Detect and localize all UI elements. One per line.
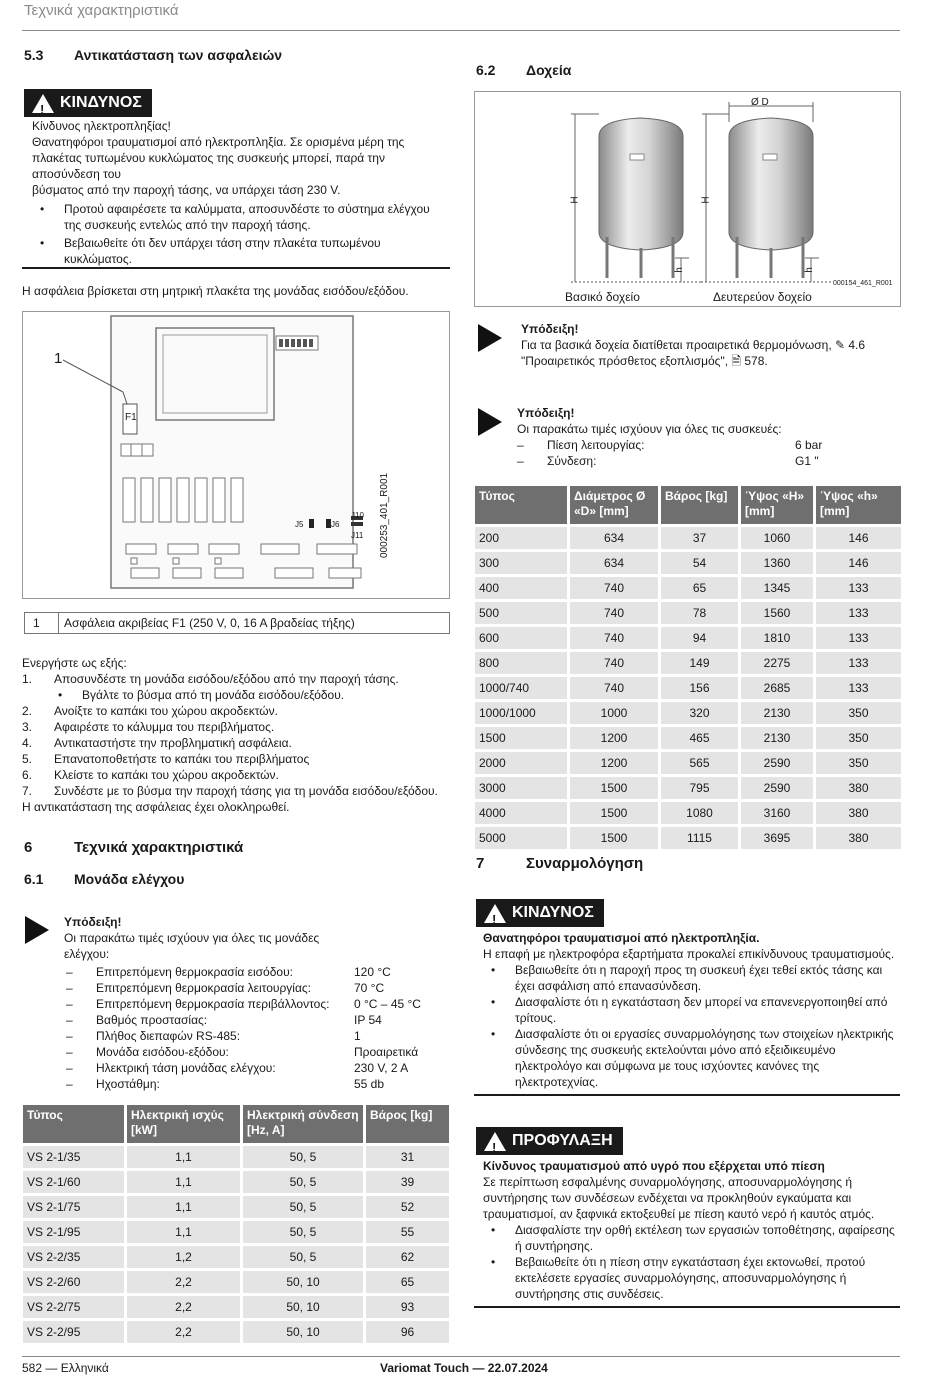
table-row: 400 740 65 1345 133 — [475, 577, 901, 599]
pcb-figure — [22, 311, 450, 599]
table-row: 5000 1500 1115 3695 380 — [475, 827, 901, 849]
procedure-result: Η αντικατάσταση της ασφάλειας έχει ολοκληρωθεί. — [22, 800, 290, 814]
hint-icon — [478, 408, 502, 436]
procedure-step: 7. Συνδέστε με το βύσμα την παροχή τάσης για τη μονάδα εισόδου/εξόδου. — [22, 784, 438, 798]
control-specs — [66, 964, 450, 1092]
hint-line: "Προαιρετικός πρόσθετος εξοπλισμός", 🗎 578. — [521, 354, 768, 368]
dim-h-small-label: h — [803, 267, 815, 273]
section-6-2-heading: 6.2 Δοχεία — [476, 62, 572, 78]
j6-label: J6 — [331, 520, 340, 529]
danger-label: ! ΚΙΝΔΥΝΟΣ — [24, 89, 152, 117]
table-row: 300 634 54 1360 146 — [475, 552, 901, 574]
danger-line: αποσύνδεση του — [32, 167, 121, 181]
table-row: VS 2-2/75 2,2 50, 10 93 — [23, 1296, 449, 1318]
caution-title: Κίνδυνος τραυματισμού από υγρό που εξέρχεται υπό πίεση — [483, 1159, 825, 1173]
procedure-substep: • Βγάλτε το βύσμα από τη μονάδα εισόδου/εξόδου. — [58, 688, 345, 702]
table-header: Βάρος [kg] — [366, 1105, 449, 1143]
hint-icon — [478, 324, 502, 352]
spec-row: – Πλήθος διεπαφών RS-485: 1 — [66, 1028, 450, 1044]
danger-bullet: • Βεβαιωθείτε ότι δεν υπάρχει τάση στην πλακέτα τυπωμένου κυκλώματος. — [32, 235, 442, 267]
procedure-step: 4. Αντικαταστήστε την προβληματική ασφάλεια. — [22, 736, 292, 750]
footer-page: 582 — Ελληνικά — [22, 1361, 109, 1375]
table-row: 500 740 78 1560 133 — [475, 602, 901, 624]
table-row: 2000 1200 565 2590 350 — [475, 752, 901, 774]
table-header: Ύψος «h» [mm] — [816, 486, 901, 524]
caution-block — [483, 1158, 899, 1302]
danger-bullet: • Διασφαλίστε ότι οι εργασίες συναρμολόγησης των στοιχείων ηλεκτρικής σύνδεσης της συσκευής εκτελούνται μόνο από εξειδικευμένο ηλεκτρολόγο και σύμφωνα με τους ισχύοντες κανόνες της ηλεκτροτεχνίας. — [483, 1026, 899, 1090]
table-row: 200 634 37 1060 146 — [475, 527, 901, 549]
table-row: VS 2-1/95 1,1 50, 5 55 — [23, 1221, 449, 1243]
danger-rule — [474, 1094, 900, 1096]
figure-ref: 000253_401_R001 — [379, 472, 390, 558]
procedure-step: 3. Αφαιρέστε το κάλυμμα του περιβλήματος. — [22, 720, 275, 734]
section-title: Αντικατάσταση των ασφαλειών — [74, 47, 283, 63]
hint-title: Υπόδειξη! — [517, 406, 575, 420]
spec-row: – Μονάδα εισόδου-εξόδου: Προαιρετικά — [66, 1044, 450, 1060]
table-row: VS 2-1/75 1,1 50, 5 52 — [23, 1196, 449, 1218]
table-row: 600 740 94 1810 133 — [475, 627, 901, 649]
hint-block-6-2a — [521, 321, 901, 369]
spec-row: – Επιτρεπόμενη θερμοκρασία εισόδου: 120 °C — [66, 964, 450, 980]
procedure-step: 5. Επανατοποθετήστε το καπάκι του περιβλήματος — [22, 752, 310, 766]
warning-icon: ! — [32, 94, 54, 113]
table-header: Τύπος — [475, 486, 567, 524]
danger-line: πλακέτας τυπωμένου κυκλώματος της συσκευής μπορεί, παρά την — [32, 151, 385, 165]
warning-icon: ! — [484, 1132, 506, 1151]
danger-label: ! ΚΙΝΔΥΝΟΣ — [476, 899, 604, 927]
table-header: Διάμετρος Ø «D» [mm] — [570, 486, 658, 524]
caption-secondary-vessel: Δευτερεύον δοχείο — [713, 290, 812, 304]
warning-icon: ! — [484, 904, 506, 923]
table-row: 1500 1200 465 2130 350 — [475, 727, 901, 749]
j10-label: J10 — [351, 511, 364, 520]
caution-label: ! ΠΡΟΦΥΛΑΞΗ — [476, 1127, 623, 1155]
table-row: 800 740 149 2275 133 — [475, 652, 901, 674]
fuse-location-text: Η ασφάλεια βρίσκεται στη μητρική πλακέτα της μονάδας εισόδου/εξόδου. — [22, 284, 409, 298]
danger-line: Θανατηφόροι τραυματισμοί από ηλεκτροπληξία. Σε ορισμένα μέρη της — [32, 135, 405, 149]
caption-main-vessel: Βασικό δοχείο — [565, 290, 640, 304]
dim-d-label: Ø D — [751, 97, 769, 108]
spec-row: – Ηλεκτρική τάση μονάδας ελέγχου: 230 V, 2 A — [66, 1060, 450, 1076]
spec-row: – Ηχοστάθμη: 55 db — [66, 1076, 450, 1092]
hint-line: ελέγχου: — [64, 947, 110, 961]
table-row: 3000 1500 795 2590 380 — [475, 777, 901, 799]
table-row: VS 2-2/60 2,2 50, 10 65 — [23, 1271, 449, 1293]
table-row: 1000/740 740 156 2685 133 — [475, 677, 901, 699]
table-header: Τύπος — [23, 1105, 124, 1143]
table-header: Ύψος «H» [mm] — [741, 486, 813, 524]
table-row: 1000/1000 1000 320 2130 350 — [475, 702, 901, 724]
table-row: VS 2-2/35 1,2 50, 5 62 — [23, 1246, 449, 1268]
control-unit-table — [20, 1102, 452, 1346]
running-title: Τεχνικά χαρακτηριστικά — [24, 2, 179, 19]
j5-label: J5 — [295, 520, 304, 529]
spec-row: – Επιτρεπόμενη θερμοκρασία περιβάλλοντος: 0 °C – 45 °C — [66, 996, 450, 1012]
procedure-step: 6. Κλείστε το καπάκι του χώρου ακροδεκτών. — [22, 768, 279, 782]
section-7-heading: 7 Συναρμολόγηση — [476, 855, 644, 872]
procedure — [22, 655, 452, 815]
hint-title: Υπόδειξη! — [521, 322, 579, 336]
fuse-f1-label: F1 — [125, 412, 137, 423]
section-6-1-heading: 6.1 Μονάδα ελέγχου — [24, 871, 185, 887]
danger-bullet: • Προτού αφαιρέσετε τα καλύμματα, αποσυνδέστε το σύστημα ελέγχου της συσκευής εντελώς από την παροχή τάσης. — [32, 201, 442, 233]
hint-line: Για τα βασικά δοχεία διατίθεται προαιρετικά θερμομόνωση, ✎ 4.6 — [521, 338, 866, 352]
table-header: Ηλεκτρική ισχύς [kW] — [127, 1105, 240, 1143]
procedure-step: 2. Ανοίξτε το καπάκι του χώρου ακροδεκτών. — [22, 704, 278, 718]
table-header: Βάρος [kg] — [661, 486, 738, 524]
danger-line: Η επαφή με ηλεκτροφόρα εξαρτήματα προκαλεί επικίνδυνους τραυματισμούς. — [483, 947, 895, 961]
footer-doc: Variomat Touch — 22.07.2024 — [380, 1361, 548, 1375]
caution-bullet: • Διασφαλίστε την ορθή εκτέλεση των εργασιών τοποθέτησης, αφαίρεσης ή συντήρησης. — [483, 1222, 899, 1254]
caution-rule — [474, 1306, 900, 1308]
vessels-diagram — [475, 92, 900, 306]
danger-bullet: • Διασφαλίστε ότι η εγκατάσταση δεν μπορεί να επανενεργοποιηθεί από τρίτους. — [483, 994, 899, 1026]
vessels-figure — [474, 91, 901, 307]
danger-line: βύσματος από την παροχή τάσης, να υπάρχει τάση 230 V. — [32, 183, 341, 197]
legend-text: Ασφάλεια ακριβείας F1 (250 V, 0, 16 A βραδείας τήξης) — [64, 616, 355, 630]
table-row: VS 2-1/60 1,1 50, 5 39 — [23, 1171, 449, 1193]
procedure-intro: Ενεργήστε ως εξής: — [22, 656, 127, 670]
caution-text: Σε περίπτωση εσφαλμένης συναρμολόγησης, αποσυναρμολόγησης ή συντήρησης των συνδέσεων ενδέχεται να προκληθούν εγκαύματα και τραυματισμοί, αν ξαφνικά εκτοξευθεί με πίεση καυτό νερό ή καυτός ατμός. — [483, 1175, 875, 1221]
hint-block-6-1 — [64, 914, 454, 962]
section-6-heading: 6 Τεχνικά χαρακτηριστικά — [24, 839, 244, 856]
dim-h-small-label: h — [673, 267, 685, 273]
danger-title: Θανατηφόροι τραυματισμοί από ηλεκτροπληξία. — [483, 931, 760, 945]
header-rule — [22, 30, 900, 31]
spec-row: – Πίεση λειτουργίας: 6 bar — [517, 437, 897, 453]
figure-ref: 000154_461_R001 — [833, 280, 893, 287]
danger-bullet: • Βεβαιωθείτε ότι η παροχή προς τη συσκευή έχει τεθεί εκτός τάσης και έχει ασφάλιση από επανασύνδεση. — [483, 962, 899, 994]
procedure-step: 1. Αποσυνδέστε τη μονάδα εισόδου/εξόδου από την παροχή τάσης. — [22, 672, 399, 686]
dim-h-label: H — [569, 196, 581, 204]
vessels-table — [472, 483, 904, 852]
danger-rule — [22, 267, 450, 269]
callout-1: 1 — [54, 350, 63, 367]
hint-icon — [25, 916, 49, 944]
table-row: VS 2-2/95 2,2 50, 10 96 — [23, 1321, 449, 1343]
table-row: VS 2-1/35 1,1 50, 5 31 — [23, 1146, 449, 1168]
danger-line: Κίνδυνος ηλεκτροπληξίας! — [32, 119, 171, 133]
j11-label: J11 — [351, 531, 364, 540]
spec-row: – Επιτρεπόμενη θερμοκρασία λειτουργίας: 70 °C — [66, 980, 450, 996]
legend-number: 1 — [25, 613, 59, 633]
danger-block-7 — [483, 930, 899, 1090]
figure-legend — [24, 612, 450, 634]
danger-block — [32, 118, 442, 267]
hint-block-6-2b — [517, 405, 897, 469]
table-header: Ηλεκτρική σύνδεση [Hz, A] — [243, 1105, 363, 1143]
footer-rule — [22, 1356, 900, 1357]
hint-title: Υπόδειξη! — [64, 915, 122, 929]
hint-line: Οι παρακάτω τιμές ισχύουν για όλες τις μονάδες — [64, 931, 320, 945]
dim-h-label: H — [700, 196, 712, 204]
section-number: 5.3 — [24, 47, 44, 63]
hint-line: Οι παρακάτω τιμές ισχύουν για όλες τις συσκευές: — [517, 422, 782, 436]
spec-row: – Βαθμός προστασίας: IP 54 — [66, 1012, 450, 1028]
spec-row: – Σύνδεση: G1 " — [517, 453, 897, 469]
caution-bullet: • Βεβαιωθείτε ότι η πίεση στην εγκατάσταση έχει εκτονωθεί, προτού εκτελέσετε εργασίες συναρμολόγησης, αποσυναρμολόγησης ή συντήρησης στις συνδέσεις. — [483, 1254, 899, 1302]
table-row: 4000 1500 1080 3160 380 — [475, 802, 901, 824]
section-5-3-heading — [24, 47, 282, 63]
